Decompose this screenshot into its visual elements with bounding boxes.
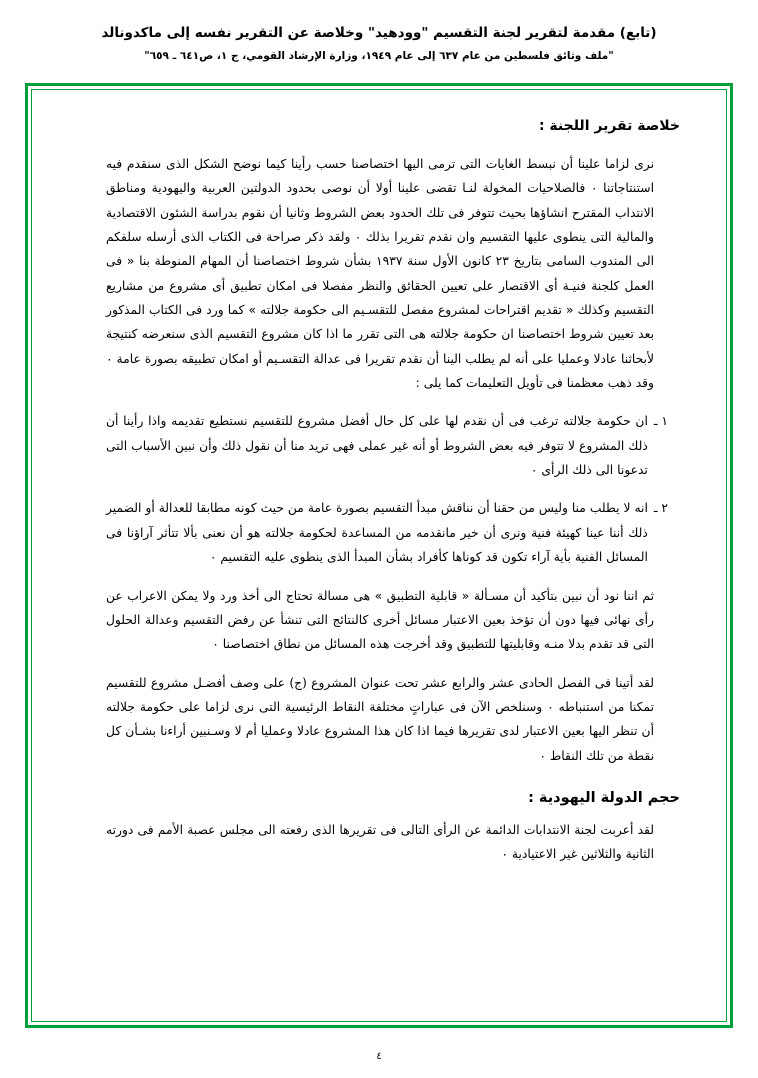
page-number: ٤: [376, 1051, 382, 1062]
paragraph-applicability: ثم اننا نود أن نبين بتأكيد أن مسـألة « قابلية التطبيق » هى مسالة تحتاج الى أخذ ورد ولا يمكن الاعراب عن رأى نهائى فيها دون أن تؤخذ بعين الاعتبار مسائل أخرى كالنتائج التى تنشأ عن رفض التقسيم وعدالة الحلول التى قد تقدم بدلا منـه وقابليتها للتطبيق وقد أخرجت هذه المسائل من نطاق اختصاصنا ٠: [106, 588, 654, 652]
page-footer: [0, 1051, 758, 1062]
header-subtitle: "ملف وثائق فلسطين من عام ٦٣٧ إلى عام ١٩٤٩، وزارة الإرشاد القومي، ج ١، ص٦٤١ ـ ٦٥٩": [144, 49, 614, 62]
list-item: [64, 496, 694, 569]
list-item-text: ان حكومة جلالته ترغب فى أن نقدم لها على كل حال أفضل مشروع للتقسيم نستطيع تقديمه واذا رأينا أن ذلك المشروع لا تتوفر فيه بعض الشروط أو أنه غير عملى فهى تريد منا أن نقول ذلك وأن نبين الأسباب التى تدعونا الى ذلك الرأى ٠: [106, 414, 648, 478]
section-heading-jewish-state: حجم الدولة اليهودية :: [528, 789, 680, 806]
header-title: (تابع) مقدمة لتقرير لجنة التقسيم "وودهيد" وخلاصة عن التقرير نفسه إلى ماكدونالد: [101, 25, 657, 41]
list-item-text: انه لا يطلب منا وليس من حقنا أن نناقش مبدأ التقسيم بصورة عامة من حيث كونه مطابقا للعدالة أو الضمير ذلك أننا عينا كهيئة فنية ونرى أن خير مانقدمه من المساعدة لحكومة جلالته هو أن نعنى بألا تتأثر آراؤنا فى المسائل الفنية بأية آراء تكون قد كوناها كأفراد بشأن المبدأ الذى ينطوى عليه التقسيم ٠: [106, 501, 648, 565]
paragraph-intro: نرى لزاما علينا أن نبسط الغايات التى ترمى اليها اختصاصنا حسب رأينا كيما نوضح الشكل الذى سنقدم فيه استنتاجاتنا ٠ فالصلاحيات المخولة لنـا تقضى علينا أولا أن نوصى بحدود الدولتين العربية واليهودية ومناطق الانتداب المقترح انشاؤها بحيث تتوفر فى تلك الحدود بعض الشروط وثانيا أن نقوم بدراسة الشئون الاقتصادية والمالية التى ينطوى عليها التقسيم وان نقدم تقريرا بذلك ٠ ولقد ذكر صراحة فى الكتاب الذى أرسله سلفكم الى المندوب السامى بتاريخ ٢٣ كانون الأول سنة ١٩٣٧ بشأن شروط اختصاصنا أن المهام المنوطة بنا « فى العمل كلجنة فنيـة أى الاقتصار على تعيين الحقائق والنظر مفصلا فى امكان تطبيق أى مشروع من مشاريع التقسيم وكذلك « تقديم اقتراحات لمشروع مفصل للتقسـيم الى حكومة جلالته » كما ورد فى الكتاب المذكور بعد تعيين شروط اختصاصنا ان حكومة جلالته هى التى تقرر ما اذا كان مشروع التقسيم الذى سنعرضه كنتيجة لأبحاثنا عادلا وعمليا على أنه لم يطلب الينا أن نقدم تقريرا فى عدالة التقسـيم أو امكان تطبيقه بصورة عامة ٠ وقد ذهب معظمنا فى تأويل التعليمات كما يلى :: [106, 157, 654, 391]
content-frame: [25, 83, 733, 1028]
paragraph-scheme-c: لقد أتينا فى الفصل الحادى عشر والرابع عشر تحت عنوان المشروع (ج) على وصف أفضـل مشروع للتقسيم تمكنا من استنباطه ٠ وسنلخص الآن فى عباراتٍ مختلفة النقاط الرئيسية التى نرى لزاما على حكومة جلالته أن تنظر اليها بعين الاعتبار لدى تقريرها فيما اذا كان هذا المشروع عادلا وعمليا أم لا وسـنبين أراءنا بشـأن كل نقطة من تلك النقاط ٠: [106, 675, 655, 763]
page-header: [0, 0, 758, 62]
content-frame-inner: [31, 89, 727, 1022]
list-item-number: ١ ـ: [653, 414, 668, 429]
list-item: [64, 409, 694, 482]
list-item-number: ٢ ـ: [653, 501, 668, 516]
section-heading-summary: خلاصة تقرير اللجنة :: [538, 118, 680, 134]
paragraph-mandates-commission: لقد أعربت لجنة الانتدابات الدائمة عن الرأى التالى فى تقريرها الذى رفعته الى مجلس عصبة الأمم فى دورته الثانية والثلاثين غير الاعتيادية ٠: [106, 822, 654, 862]
